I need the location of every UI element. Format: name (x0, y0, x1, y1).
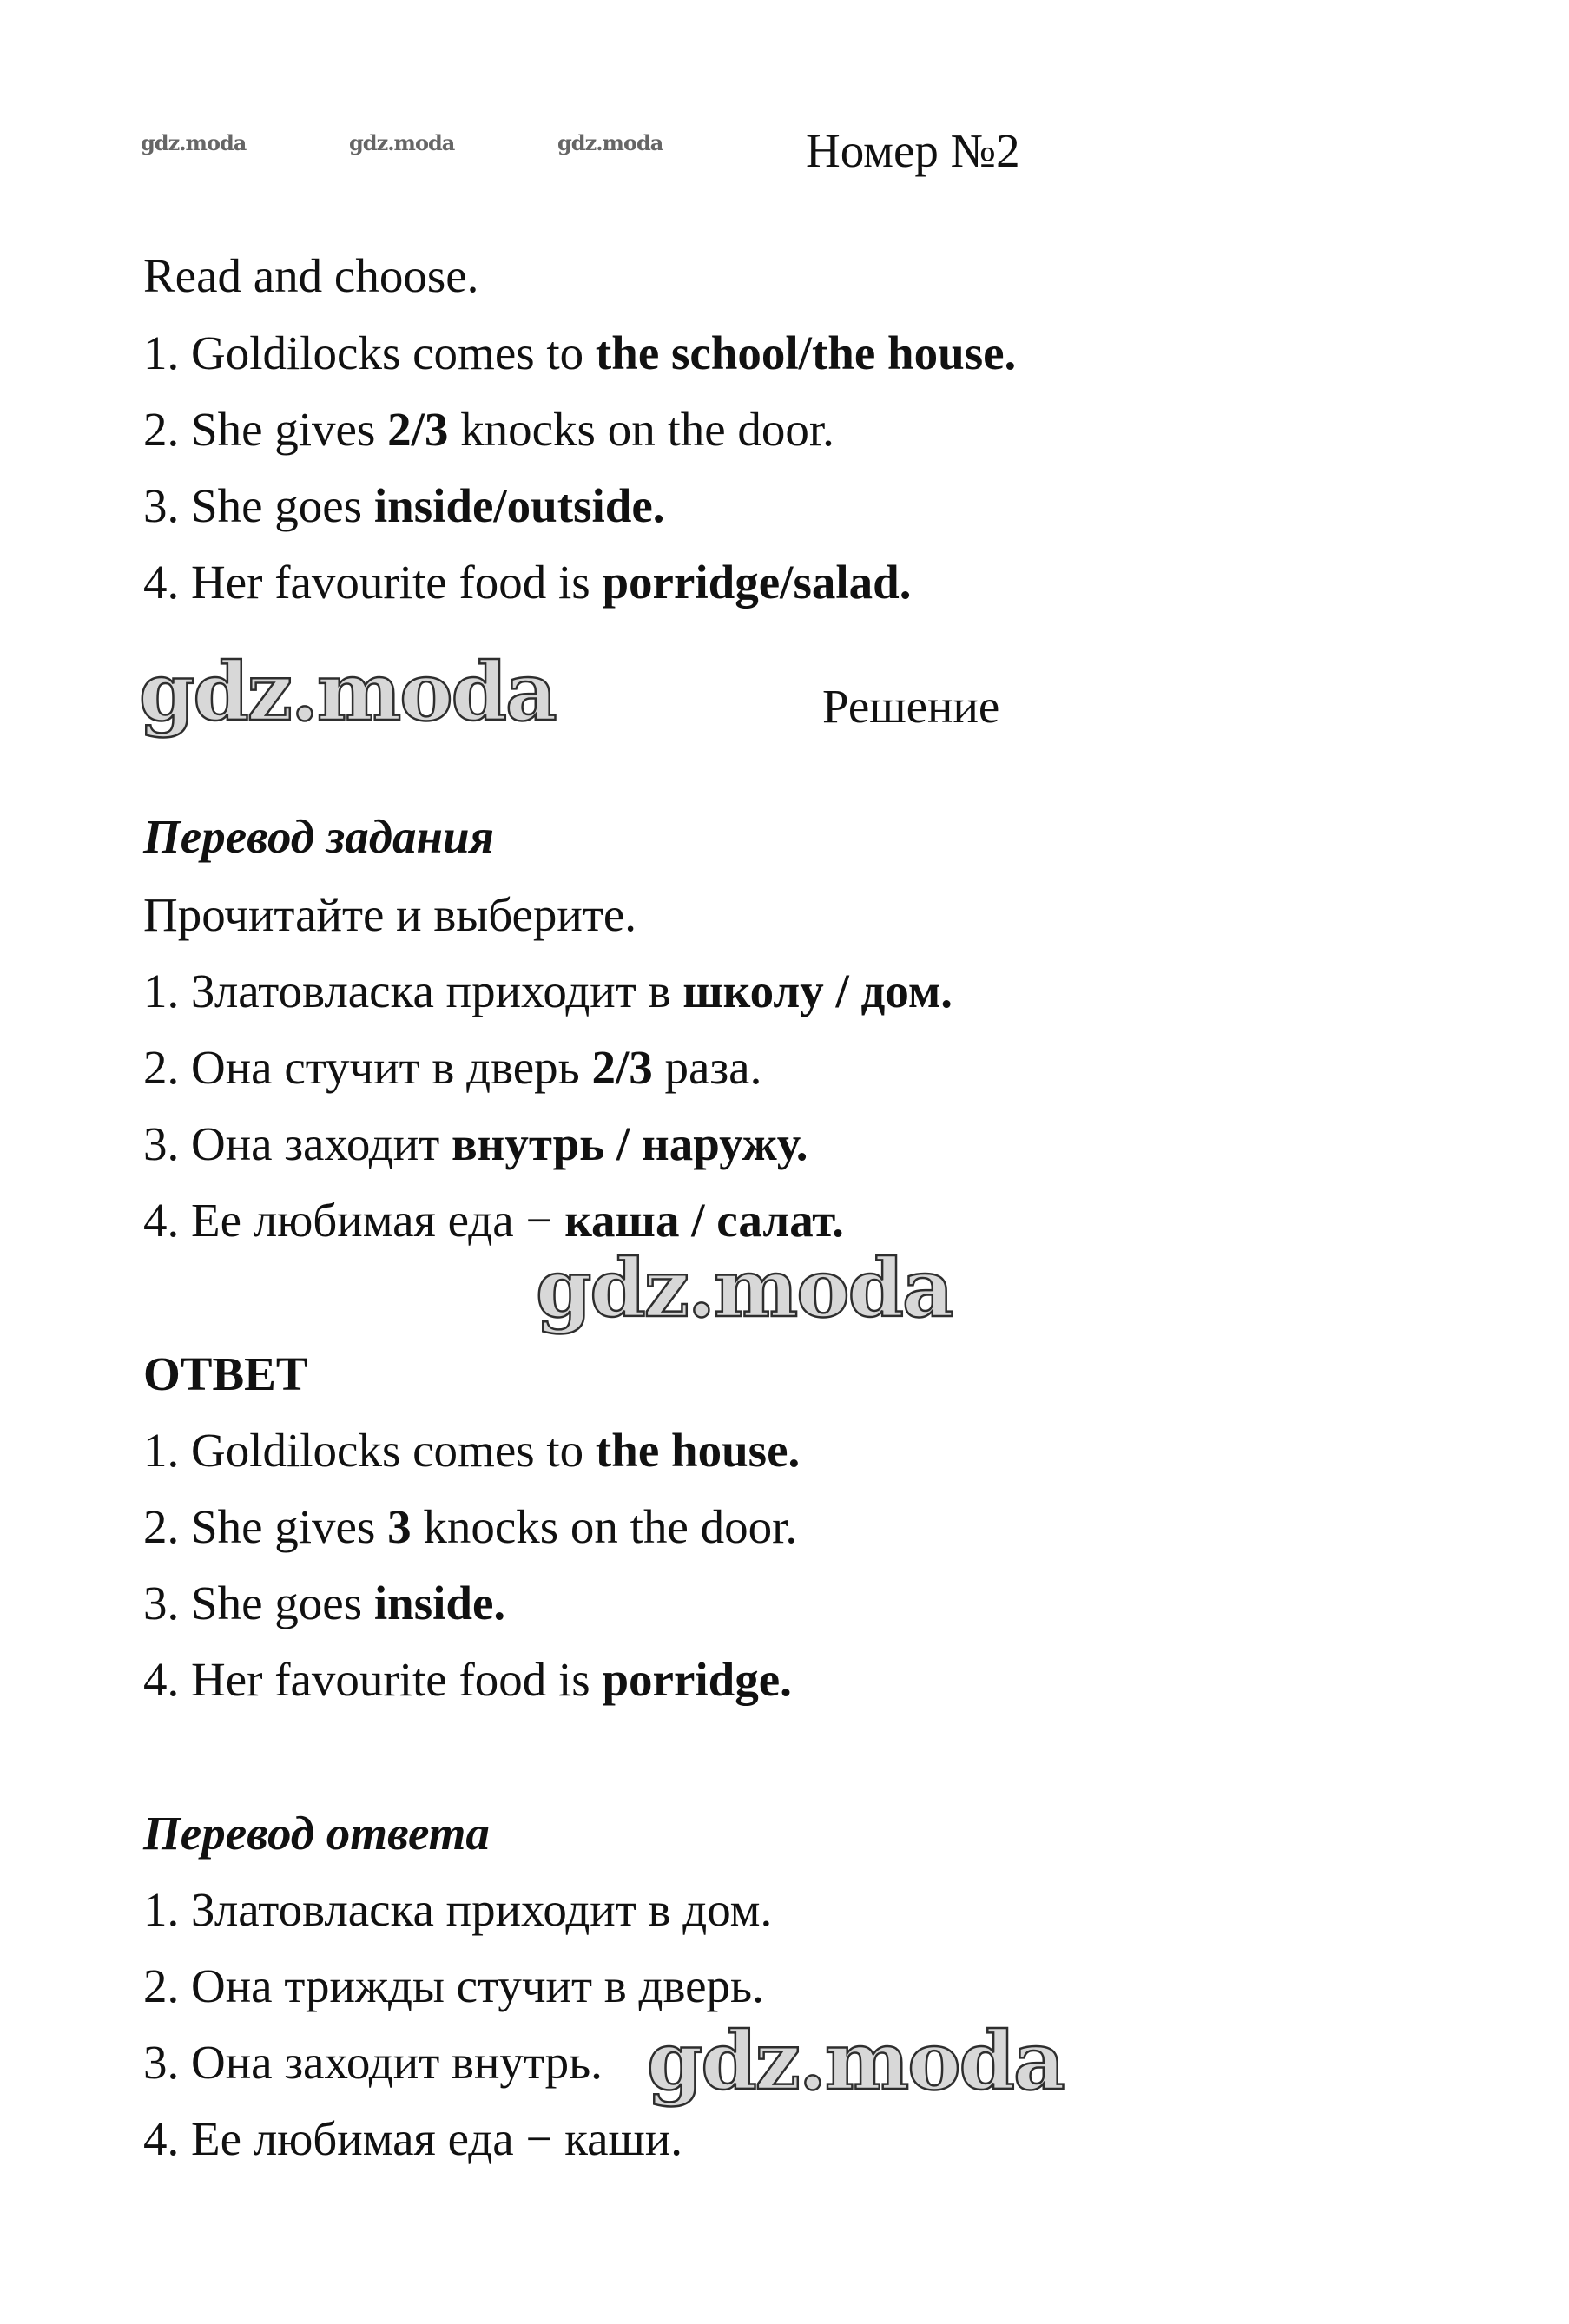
answer-item-3-prefix: 3. She goes (143, 1577, 374, 1629)
translation-answer-item-3: 3. Она заходит внутрь. (143, 2036, 603, 2089)
translation-answer-item-1: 1. Златовласка приходит в дом. (143, 1883, 773, 1936)
answer-item-2-bold: 3 (387, 1500, 412, 1553)
translation-task-heading: Перевод задания (143, 810, 494, 863)
answer-item-3 (143, 1576, 505, 1631)
watermark-small-2: gdz.moda (349, 130, 455, 155)
answer-item-1-bold: the house. (595, 1424, 801, 1477)
task-item-2-bold: 2/3 (387, 403, 449, 456)
translation-task-item-1-prefix: 1. Златовласка приходит в (143, 964, 683, 1017)
translation-task-item-4-bold: каша / салат. (564, 1194, 844, 1247)
task-item-4-prefix: 4. Her favourite food is (143, 556, 603, 609)
task-item-2-suffix: knocks on the door. (448, 403, 834, 456)
task-item-1-bold: the school/the house. (595, 326, 1017, 379)
task-item-2-prefix: 2. She gives (143, 403, 388, 456)
watermark-small-3: gdz.moda (557, 130, 663, 155)
answer-item-1-prefix: 1. Goldilocks comes to (143, 1424, 596, 1477)
answer-item-1 (143, 1423, 800, 1478)
task-item-4 (143, 555, 911, 610)
translation-task-item-3-prefix: 3. Она заходит (143, 1117, 452, 1170)
translation-answer-heading: Перевод ответа (143, 1807, 490, 1860)
task-item-4-bold: porridge/salad. (602, 556, 912, 609)
solution-label: Решение (822, 680, 1000, 733)
translation-task-item-2-suffix: раза. (652, 1041, 762, 1094)
answer-item-2 (143, 1499, 797, 1555)
task-instruction: Read and choose. (143, 249, 479, 302)
watermark-small-1: gdz.moda (141, 130, 247, 155)
answer-item-2-prefix: 2. She gives (143, 1500, 388, 1553)
translation-task-item-1-bold: школу / дом. (682, 964, 953, 1017)
watermark-logo-solution: gdz.moda (139, 645, 556, 739)
task-item-3-bold: inside/outside. (373, 479, 665, 532)
watermark-logo-answer: gdz.moda (647, 2014, 1064, 2108)
task-item-1-prefix: 1. Goldilocks comes to (143, 326, 596, 379)
translation-task-item-2-bold: 2/3 (591, 1041, 653, 1094)
translation-task-item-1 (143, 964, 953, 1019)
translation-answer-item-2: 2. Она трижды стучит в дверь. (143, 1959, 764, 2012)
translation-task-item-2 (143, 1040, 761, 1096)
answer-item-4-bold: porridge. (602, 1653, 792, 1706)
translation-task-instruction: Прочитайте и выберите. (143, 888, 637, 941)
watermark-logo-translation: gdz.moda (536, 1241, 953, 1335)
answer-item-2-suffix: knocks on the door. (411, 1500, 798, 1553)
translation-task-item-3-bold: внутрь / наружу. (451, 1117, 808, 1170)
translation-task-item-4 (143, 1193, 844, 1248)
translation-task-item-3 (143, 1116, 808, 1172)
answer-heading: ОТВЕТ (143, 1347, 308, 1400)
task-item-3 (143, 478, 665, 534)
task-item-1 (143, 326, 1016, 381)
answer-item-4 (143, 1652, 792, 1708)
translation-answer-item-4: 4. Ее любимая еда − каши. (143, 2112, 683, 2165)
translation-task-item-4-prefix: 4. Ее любимая еда − (143, 1194, 565, 1247)
task-item-2 (143, 402, 834, 458)
task-item-3-prefix: 3. She goes (143, 479, 374, 532)
answer-item-3-bold: inside. (373, 1577, 506, 1629)
answer-item-4-prefix: 4. Her favourite food is (143, 1653, 603, 1706)
translation-task-item-2-prefix: 2. Она стучит в дверь (143, 1041, 592, 1094)
number-title: Номер №2 (806, 124, 1020, 177)
